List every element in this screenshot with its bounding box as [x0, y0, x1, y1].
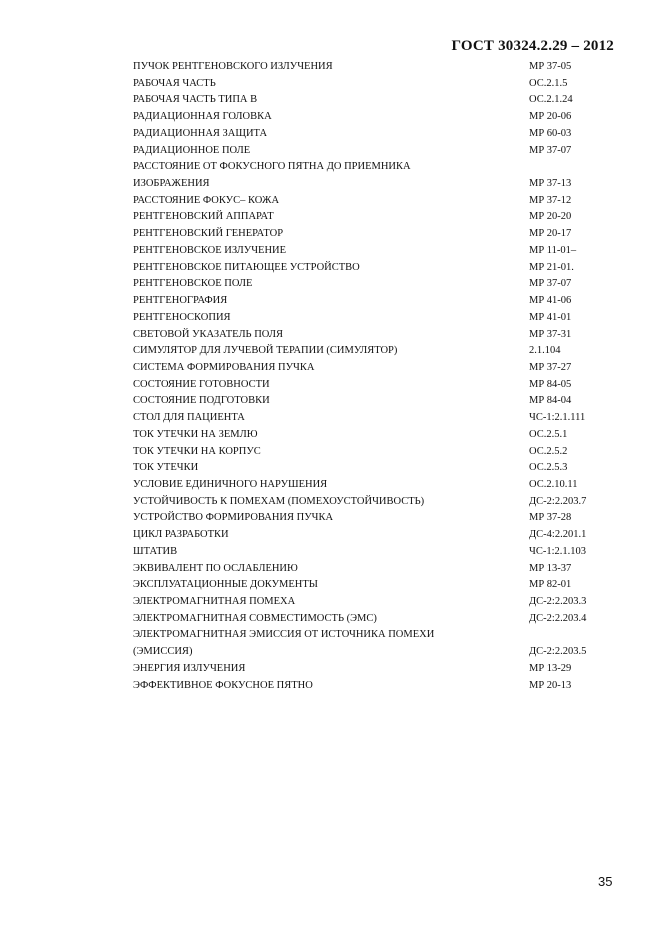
- index-term: РЕНТГЕНОВСКОЕ ПИТАЮЩЕЕ УСТРОЙСТВО: [133, 261, 360, 273]
- document-header: ГОСТ 30324.2.29 – 2012: [451, 38, 614, 54]
- index-reference: МР 37-13: [529, 178, 572, 190]
- index-term: ТОК УТЕЧКИ НА ЗЕМЛЮ: [133, 428, 258, 440]
- index-reference: ОС.2.10.11: [529, 478, 578, 490]
- index-reference: МР 20-20: [529, 211, 572, 223]
- index-row: [133, 209, 613, 226]
- index-row: [133, 176, 613, 193]
- index-row: [133, 444, 613, 461]
- index-reference: ДС-2:2.203.5: [529, 646, 587, 658]
- index-term: ШТАТИВ: [133, 545, 178, 557]
- index-term: ЭЛЕКТРОМАГНИТНАЯ ЭМИССИЯ ОТ ИСТОЧНИКА ПОМЕХИ: [133, 629, 435, 641]
- index-term: СТОЛ ДЛЯ ПАЦИЕНТА: [133, 412, 245, 424]
- index-reference: ДС-2:2.203.3: [529, 596, 587, 607]
- index-row: [133, 327, 613, 344]
- index-row: [133, 393, 613, 410]
- index-row: [133, 260, 613, 277]
- index-term: ЭЛЕКТРОМАГНИТНАЯ СОВМЕСТИМОСТЬ (ЭМС): [133, 612, 377, 624]
- index-term: ЭКВИВАЛЕНТ ПО ОСЛАБЛЕНИЮ: [133, 562, 298, 574]
- index-term: СОСТОЯНИЕ ПОДГОТОВКИ: [133, 395, 270, 407]
- index-reference: МР 11-01–: [529, 244, 577, 256]
- index-reference: МР 82-01: [529, 579, 572, 591]
- index-row: [133, 577, 613, 594]
- page-number: 35: [598, 874, 613, 889]
- index-reference: МР 20-17: [529, 228, 572, 240]
- index-reference: ОС.2.5.2: [529, 445, 568, 457]
- index-reference: ОС.2.5.1: [529, 428, 568, 440]
- index-term: РЕНТГЕНОВСКОЕ ПОЛЕ: [133, 278, 253, 290]
- index-reference: МР 37-07: [529, 278, 572, 290]
- index-row: [133, 410, 613, 427]
- index-row: [133, 143, 613, 160]
- index-term: ИЗОБРАЖЕНИЯ: [133, 178, 210, 190]
- index-reference: МР 84-05: [529, 378, 572, 390]
- term-index-list: [133, 59, 613, 694]
- index-reference: МР 20-06: [529, 111, 572, 123]
- index-row: [133, 293, 613, 310]
- index-reference: МР 41-06: [529, 295, 572, 307]
- index-row: [133, 76, 613, 93]
- index-row: [133, 159, 613, 176]
- index-term: СИМУЛЯТОР ДЛЯ ЛУЧЕВОЙ ТЕРАПИИ (СИМУЛЯТОР): [133, 345, 398, 357]
- index-reference: МР 37-28: [529, 512, 572, 524]
- index-term: РАДИАЦИОННОЕ ПОЛЕ: [133, 144, 251, 156]
- index-row: [133, 59, 613, 76]
- index-term: ЭФФЕКТИВНОЕ ФОКУСНОЕ ПЯТНО: [133, 679, 313, 691]
- index-term: ТОК УТЕЧКИ НА КОРПУС: [133, 445, 261, 457]
- index-reference: МР 37-05: [529, 61, 572, 72]
- index-reference: ДС-2:2.203.7: [529, 495, 587, 507]
- index-term: РЕНТГЕНОВСКИЙ ГЕНЕРАТОР: [133, 228, 284, 240]
- index-reference: ДС-2:2.203.4: [529, 612, 587, 624]
- index-reference: МР 13-29: [529, 662, 572, 674]
- index-term: РЕНТГЕНОСКОПИЯ: [133, 311, 231, 323]
- index-term: РАДИАЦИОННАЯ ЗАЩИТА: [133, 127, 268, 139]
- index-row: [133, 193, 613, 210]
- index-row: [133, 527, 613, 544]
- index-row: [133, 360, 613, 377]
- index-term: РАДИАЦИОННАЯ ГОЛОВКА: [133, 111, 272, 123]
- index-reference: МР 84-04: [529, 395, 572, 407]
- index-reference: МР 41-01: [529, 311, 572, 323]
- index-term: СОСТОЯНИЕ ГОТОВНОСТИ: [133, 378, 270, 390]
- index-term: РАССТОЯНИЕ ФОКУС– КОЖА: [133, 194, 280, 206]
- index-term: РЕНТГЕНОВСКОЕ ИЗЛУЧЕНИЕ: [133, 244, 287, 256]
- index-term: ЭКСПЛУАТАЦИОННЫЕ ДОКУМЕНТЫ: [133, 579, 318, 591]
- index-term: ЭНЕРГИЯ ИЗЛУЧЕНИЯ: [133, 662, 246, 674]
- index-row: [133, 644, 613, 661]
- index-row: [133, 310, 613, 327]
- index-row: [133, 477, 613, 494]
- index-reference: МР 37-31: [529, 328, 572, 340]
- index-row: [133, 678, 613, 695]
- index-row: [133, 544, 613, 561]
- index-row: [133, 460, 613, 477]
- index-term: (ЭМИССИЯ): [133, 646, 193, 658]
- index-row: [133, 427, 613, 444]
- index-reference: МР 37-12: [529, 194, 572, 206]
- index-reference: ЧС-1:2.1.103: [529, 545, 586, 557]
- index-row: [133, 611, 613, 628]
- index-term: ЭЛЕКТРОМАГНИТНАЯ ПОМЕХА: [133, 596, 296, 607]
- index-reference: ОС.2.1.5: [529, 77, 568, 89]
- index-row: [133, 276, 613, 293]
- index-reference: МР 21-01.: [529, 261, 574, 273]
- index-reference: ДС-4:2.201.1: [529, 529, 587, 541]
- index-term: РАБОЧАЯ ЧАСТЬ ТИПА В: [133, 94, 258, 106]
- index-reference: МР 20-13: [529, 679, 572, 691]
- index-row: [133, 343, 613, 360]
- index-term: СВЕТОВОЙ УКАЗАТЕЛЬ ПОЛЯ: [133, 328, 283, 340]
- index-term: УСЛОВИЕ ЕДИНИЧНОГО НАРУШЕНИЯ: [133, 478, 328, 490]
- index-term: ЦИКЛ РАЗРАБОТКИ: [133, 529, 229, 541]
- index-reference: ОС.2.1.24: [529, 94, 573, 106]
- index-reference: ЧС-1:2.1.111: [529, 412, 586, 424]
- index-reference: МР 13-37: [529, 562, 572, 574]
- index-row: [133, 92, 613, 109]
- index-term: РАБОЧАЯ ЧАСТЬ: [133, 77, 216, 89]
- index-row: [133, 109, 613, 126]
- index-term: УСТОЙЧИВОСТЬ К ПОМЕХАМ (ПОМЕХОУСТОЙЧИВОСТЬ): [133, 495, 425, 507]
- index-term: УСТРОЙСТВО ФОРМИРОВАНИЯ ПУЧКА: [133, 512, 334, 524]
- index-row: [133, 627, 613, 644]
- index-row: [133, 594, 613, 611]
- index-row: [133, 243, 613, 260]
- index-term: РЕНТГЕНОГРАФИЯ: [133, 295, 228, 307]
- index-reference: ОС.2.5.3: [529, 462, 568, 474]
- index-row: [133, 377, 613, 394]
- index-term: ТОК УТЕЧКИ: [133, 462, 199, 474]
- index-reference: МР 37-27: [529, 361, 572, 373]
- index-row: [133, 510, 613, 527]
- index-row: [133, 494, 613, 511]
- index-row: [133, 661, 613, 678]
- index-reference: МР 37-07: [529, 144, 572, 156]
- index-term: СИСТЕМА ФОРМИРОВАНИЯ ПУЧКА: [133, 361, 315, 373]
- index-row: [133, 126, 613, 143]
- index-term: РАССТОЯНИЕ ОТ ФОКУСНОГО ПЯТНА ДО ПРИЕМНИКА: [133, 161, 411, 173]
- index-reference: 2.1.104: [529, 345, 561, 357]
- index-term: РЕНТГЕНОВСКИЙ АППАРАТ: [133, 211, 274, 223]
- index-term: ПУЧОК РЕНТГЕНОВСКОГО ИЗЛУЧЕНИЯ: [133, 61, 333, 72]
- index-row: [133, 561, 613, 578]
- index-reference: МР 60-03: [529, 127, 572, 139]
- index-row: [133, 226, 613, 243]
